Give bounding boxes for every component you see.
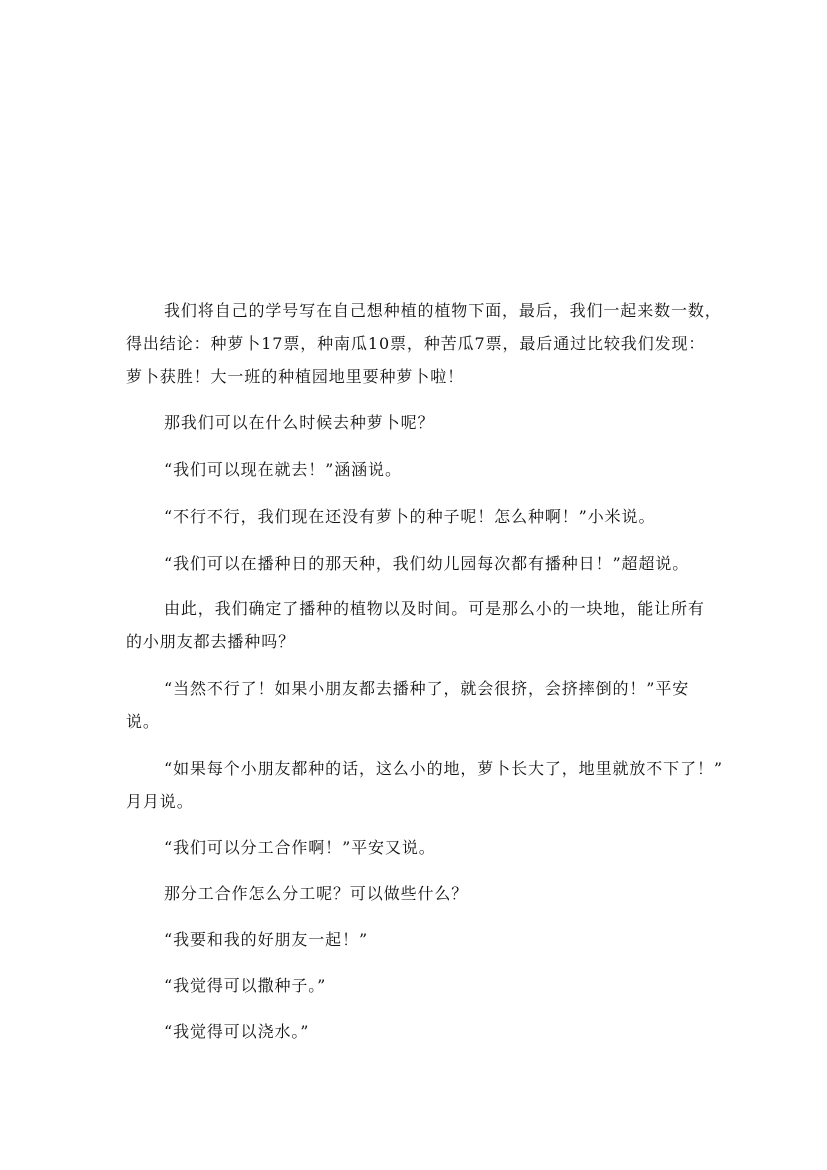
text-line: “我觉得可以浇水。” (164, 1022, 310, 1041)
text-line: “我要和我的好朋友一起！” (164, 930, 369, 949)
text-line: 得出结论：种萝卜17票，种南瓜10票，种苦瓜7票，最后通过比较我们发现： (126, 334, 706, 353)
text-line: “当然不行了！如果小朋友都去播种了，就会很挤，会挤摔倒的！”平安 (164, 679, 690, 698)
text-line: “不行不行，我们现在还没有萝卜的种子呢！怎么种啊！”小米说。 (164, 507, 656, 526)
text-line: “我们可以分工合作啊！”平安又说。 (164, 838, 436, 857)
text-line: 那我们可以在什么时候去种萝卜呢？ (164, 413, 435, 432)
text-line: 那分工合作怎么分工呢？可以做些什么？ (164, 884, 469, 903)
text-line: 说。 (126, 712, 160, 731)
text-line: 由此，我们确定了播种的植物以及时间。可是那么小的一块地，能让所有 (164, 599, 705, 618)
text-line: 我们将自己的学号写在自己想种植的植物下面，最后，我们一起来数一数， (164, 301, 722, 320)
text-line: “我觉得可以撒种子。” (164, 976, 327, 995)
text-line: 月月说。 (126, 792, 194, 811)
text-line: “我们可以在播种日的那天种，我们幼儿园每次都有播种日！”超超说。 (164, 554, 690, 573)
text-line: 萝卜获胜！大一班的种植园地里要种萝卜啦！ (126, 367, 465, 386)
text-line: 的小朋友都去播种吗？ (126, 632, 296, 651)
text-line: “如果每个小朋友都种的话，这么小的地，萝卜长大了，地里就放不下了！” (164, 759, 723, 778)
text-line: “我们可以现在就去！”涵涵说。 (164, 460, 402, 479)
